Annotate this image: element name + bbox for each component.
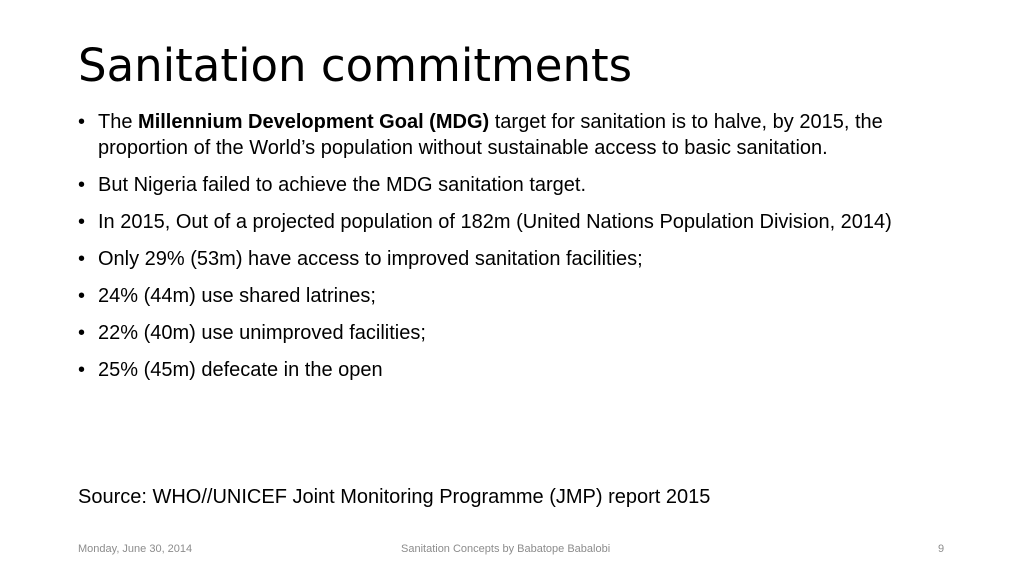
bullet-icon: • [78, 111, 86, 133]
bullet-text: 24% (44m) use shared latrines; [98, 285, 376, 307]
bullet-icon: • [78, 322, 86, 344]
footer-date: Monday, June 30, 2014 [78, 543, 193, 555]
bullet-item [78, 109, 958, 161]
bullet-icon: • [78, 359, 86, 381]
bullet-text-suffix: target for sanitation is to halve, by 2015, the proportion of the World’s population without sustainable access to basic sanitation. [98, 111, 883, 159]
bullet-item [78, 209, 958, 235]
bullet-item [78, 283, 958, 309]
bullet-text: Only 29% (53m) have access to improved sanitation facilities; [98, 248, 643, 270]
footer-presentation-title: Sanitation Concepts by Babatope Babalobi [401, 543, 611, 555]
bullet-list [78, 109, 958, 394]
source-citation: Source: WHO//UNICEF Joint Monitoring Programme (JMP) report 2015 [78, 486, 711, 508]
bullet-text: But Nigeria failed to achieve the MDG sanitation target. [98, 174, 587, 196]
bullet-text: 22% (40m) use unimproved facilities; [98, 322, 426, 344]
bullet-text: In 2015, Out of a projected population of 182m (United Nations Population Division, 2014) [98, 211, 892, 233]
bullet-text: 25% (45m) defecate in the open [98, 359, 383, 381]
bullet-text-prefix: The [98, 111, 139, 133]
bullet-icon: • [78, 211, 86, 233]
page-number: 9 [938, 543, 945, 555]
bullet-icon: • [78, 174, 86, 196]
bullet-item [78, 320, 958, 346]
bullet-item [78, 246, 958, 272]
bullet-item [78, 172, 958, 198]
bullet-item [78, 357, 958, 383]
bullet-icon: • [78, 248, 86, 270]
bullet-icon: • [78, 285, 86, 307]
bullet-text-bold: Millennium Development Goal (MDG) [138, 111, 490, 133]
slide-title: Sanitation commitments [78, 39, 633, 92]
